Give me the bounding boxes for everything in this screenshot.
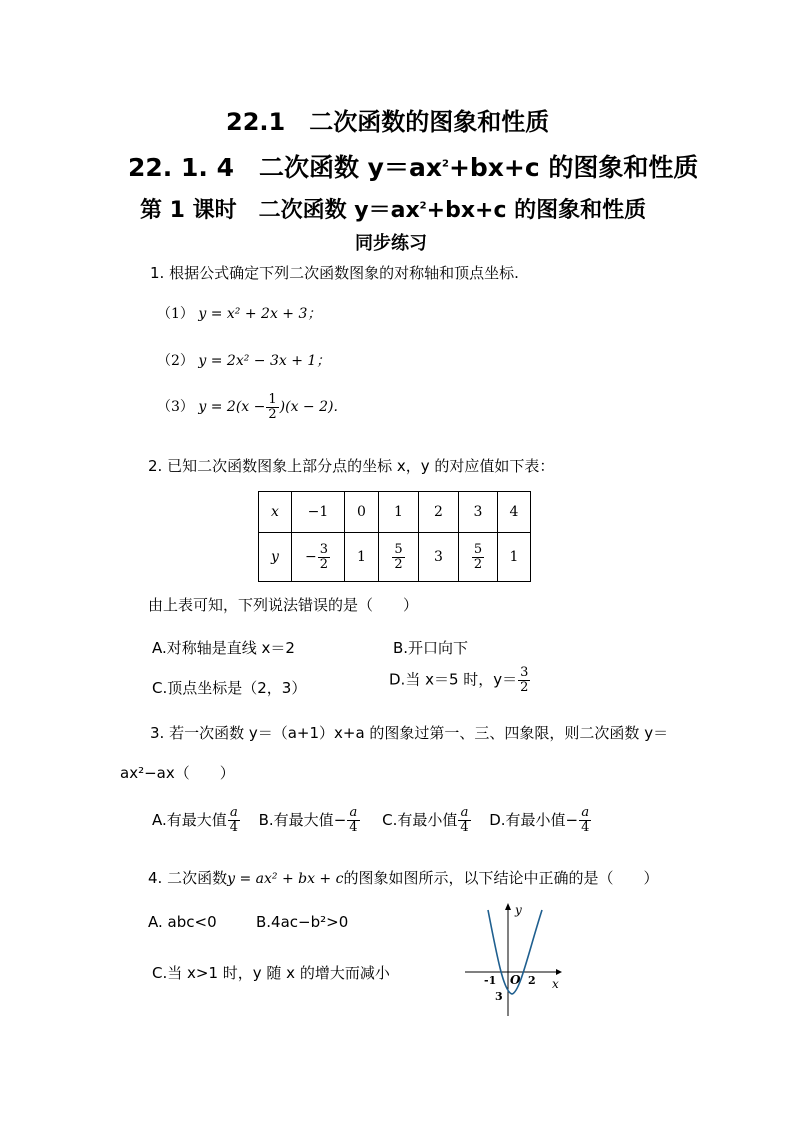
title-subsection-part1: 22. 1. 4 二次函数 y＝ax (128, 153, 442, 182)
value-table (258, 491, 531, 582)
fraction-numerator: a (230, 805, 238, 820)
fraction-denominator: 2 (520, 679, 529, 695)
fraction-denominator: 2 (394, 556, 403, 572)
q2-option-d-fraction (518, 666, 530, 694)
q3-option-d (489, 805, 592, 835)
title-lesson-sup: 2 (419, 200, 427, 212)
q3-option-b-fraction (347, 806, 359, 834)
q1-item-3-post: )(x − 2). (279, 399, 338, 416)
q3-option-d-label: D.有最小值 (489, 810, 566, 829)
q1-item-2-num: （2） (157, 353, 194, 369)
fraction-denominator: 2 (319, 556, 328, 572)
q3-option-c (382, 805, 472, 835)
title-practice: 同步练习 (355, 233, 427, 254)
q1-stem: 1. 根据公式确定下列二次函数图象的对称轴和顶点坐标. (150, 264, 519, 282)
table-cell: 1 (498, 533, 531, 582)
fraction-denominator: 2 (268, 406, 277, 422)
title-subsection (128, 148, 698, 184)
q2-question: 由上表可知，下列说法错误的是（ ） (148, 596, 419, 614)
table-cell: 0 (345, 492, 379, 533)
cell-fraction (472, 543, 484, 571)
table-cell: 1 (345, 533, 379, 582)
q3-option-c-fraction (458, 806, 470, 834)
q1-item-1-expr: y = x² + 2x + 3； (198, 306, 322, 322)
q3-option-b (258, 805, 361, 835)
fraction-numerator: 5 (394, 541, 403, 557)
y-axis-label: y (515, 903, 522, 917)
tick-label-2: 2 (528, 974, 536, 987)
table-cell (459, 533, 498, 582)
fraction-denominator: 4 (460, 819, 469, 835)
fraction-denominator: 4 (581, 819, 590, 835)
title-section: 22.1 二次函数的图象和性质 (226, 108, 550, 136)
fraction-numerator: 5 (473, 541, 483, 557)
q1-item-3-fraction (266, 393, 278, 421)
fraction-numerator: 3 (319, 541, 328, 557)
q3-option-a-label: A.有最大值 (152, 810, 227, 829)
q4-option-a: A. abc<0 (148, 913, 217, 931)
q3-option-c-label: C.有最小值 (382, 810, 458, 829)
table-cell (379, 533, 419, 582)
x-axis-label: x (552, 977, 559, 991)
parabola-graph (460, 898, 570, 1022)
q1-item-2-expr: y = 2x² − 3x + 1； (198, 353, 331, 369)
q3-stem-line2: ax²−ax（ ） (120, 764, 235, 782)
q1-item-2 (157, 350, 330, 370)
q1-item-3 (157, 393, 338, 421)
q3-option-b-sign: − (333, 810, 347, 829)
title-subsection-part2: +bx+c 的图象和性质 (448, 153, 699, 182)
origin-label: O (510, 973, 521, 987)
title-subsection-sup: 2 (441, 158, 449, 170)
q2-option-a: A.对称轴是直线 x＝2 (152, 639, 295, 657)
fraction-numerator: 1 (268, 392, 277, 407)
q4-stem-post: 的图象如图所示，以下结论中正确的是（ ） (343, 869, 659, 887)
table-cell: −1 (292, 492, 345, 533)
q3-option-a (152, 805, 241, 835)
table-row-x (259, 492, 531, 533)
q1-item-1 (157, 303, 321, 323)
q3-option-a-fraction (228, 806, 240, 834)
tick-label-3: 3 (495, 990, 503, 1003)
fraction-numerator: a (460, 805, 469, 820)
fraction-numerator: a (349, 805, 358, 820)
x-axis-arrow (556, 969, 562, 975)
fraction-denominator: 4 (349, 819, 358, 835)
q3-option-b-label: B.有最大值 (258, 810, 334, 829)
table-head-y: y (259, 533, 292, 582)
tick-label-neg1: -1 (484, 974, 497, 987)
q1-item-1-num: （1） (157, 306, 194, 322)
table-head-x: x (259, 492, 292, 533)
q2-option-b: B.开口向下 (393, 639, 469, 657)
y-axis-arrow (505, 903, 511, 910)
q1-item-3-pre: y = 2(x − (198, 399, 266, 416)
cell-fraction (392, 543, 404, 571)
q4-stem-pre: 4. 二次函数 (148, 869, 228, 887)
table-cell: 4 (498, 492, 531, 533)
q1-item-3-num: （3） (157, 399, 194, 416)
q4-stem-expr: y = ax² + bx + c (227, 871, 344, 887)
q4-option-b: B.4ac−b²>0 (256, 913, 349, 931)
q3-option-d-sign: − (565, 810, 579, 829)
title-lesson (140, 193, 646, 224)
table-cell: 1 (379, 492, 419, 533)
cell-fraction (318, 543, 330, 571)
q3-stem-line1: 3. 若一次函数 y＝（a+1）x+a 的图象过第一、三、四象限，则二次函数 y＝ (150, 724, 669, 742)
q2-option-d-text: D.当 x＝5 时，y＝ (389, 670, 518, 689)
table-cell: 2 (419, 492, 459, 533)
table-cell: 3 (459, 492, 498, 533)
q2-stem: 2. 已知二次函数图象上部分点的坐标 x，y 的对应值如下表： (148, 457, 555, 475)
fraction-denominator: 4 (229, 819, 239, 835)
q3-option-d-fraction (579, 806, 591, 834)
cell-sign: − (304, 549, 317, 565)
title-lesson-part2: +bx+c 的图象和性质 (426, 198, 647, 223)
q2-option-d (389, 666, 531, 694)
fraction-denominator: 2 (473, 556, 483, 572)
title-lesson-part1: 第 1 课时 二次函数 y＝ax (140, 198, 420, 223)
q4-stem (148, 867, 658, 888)
q4-option-c: C.当 x>1 时，y 随 x 的增大而减小 (152, 964, 390, 982)
table-row-y (259, 533, 531, 582)
q2-option-c: C.顶点坐标是（2，3） (152, 679, 307, 697)
fraction-numerator: a (581, 805, 590, 820)
table-cell: 3 (419, 533, 459, 582)
q3-options (152, 806, 592, 834)
fraction-numerator: 3 (520, 665, 529, 680)
table-cell (292, 533, 345, 582)
